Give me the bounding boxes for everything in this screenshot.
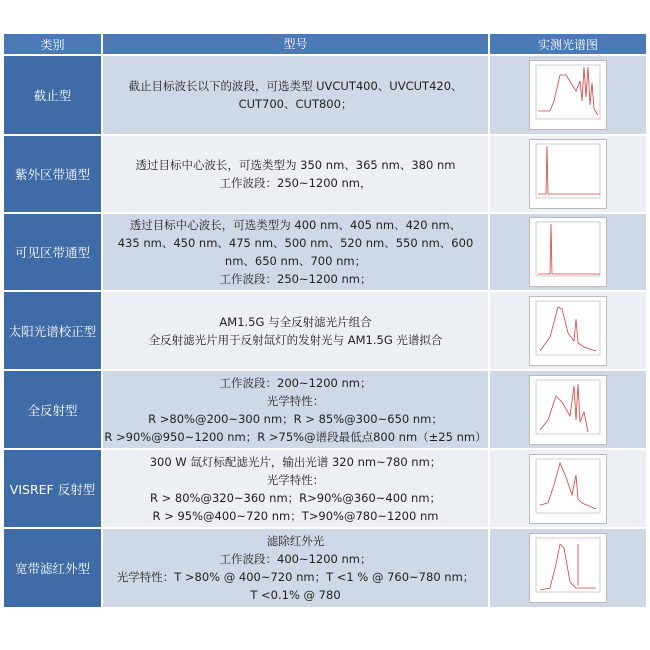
table-row — [4, 371, 646, 448]
spectrum-line — [540, 384, 588, 432]
model-line: R >90%@950~1200 nm；R >75%@谱段最低点800 nm（±25 nm） — [104, 429, 487, 444]
spectrum-line — [538, 146, 600, 194]
model-line: 透过目标中心波长，可选类型为 350 nm、365 nm、380 nm — [135, 158, 456, 172]
category-cell: 宽带滤红外型 — [4, 529, 101, 607]
table-row — [4, 56, 646, 134]
model-line: T <0.1% @ 780 — [250, 588, 341, 602]
model-line: 工作波段：250~1200 nm， — [219, 176, 372, 190]
model-line: 光学特性：T >80% @ 400~720 nm；T <1 % @ 760~780 nm； — [116, 570, 475, 584]
spectrum-chart-uv-bandpass — [529, 139, 607, 209]
model-line: 滤除红外光 — [266, 534, 325, 548]
category-cell: 太阳光谱校正型 — [4, 292, 101, 369]
model-line: 光学特性： — [266, 472, 325, 487]
header-category: 类别 — [4, 34, 101, 54]
spectrum-chart-visref — [529, 454, 607, 524]
spectrum-chart-solar — [529, 296, 607, 366]
plot-frame — [536, 144, 600, 198]
spectrum-chart-visible-bandpass — [529, 217, 607, 287]
model-cell — [103, 136, 488, 212]
table-row — [4, 529, 646, 607]
category-cell: 全反射型 — [4, 371, 101, 448]
table-header — [4, 34, 646, 54]
model-cell — [103, 450, 488, 527]
table-row — [4, 214, 646, 290]
plot-frame — [536, 538, 600, 592]
spectrum-line — [540, 544, 596, 590]
spectrum-cell — [490, 450, 646, 527]
header-spectrum: 实测光谱图 — [490, 34, 646, 54]
table-row — [4, 292, 646, 369]
plot-frame — [536, 459, 600, 513]
model-line: R > 95%@400~720 nm；T>90%@780~1200 nm — [152, 508, 439, 523]
model-line: AM1.5G 与全反射滤光片组合 — [219, 314, 372, 329]
spectrum-cell — [490, 136, 646, 212]
model-cell — [103, 214, 488, 290]
plot-frame — [536, 380, 600, 434]
model-cell — [103, 371, 488, 448]
model-line: 工作波段：200~1200 nm； — [219, 375, 372, 390]
filter-table — [4, 34, 646, 609]
header-model: 型号 — [103, 34, 488, 54]
spectrum-chart-full-reflect — [529, 375, 607, 445]
model-line: R > 80%@320~360 nm；R>90%@360~400 nm； — [149, 490, 442, 505]
spectrum-cell — [490, 371, 646, 448]
spectrum-chart-ir-cut — [529, 533, 607, 603]
model-line: CUT700、CUT800； — [238, 97, 353, 111]
model-line: 300 W 氙灯标配滤光片，输出光谱 320 nm~780 nm； — [149, 454, 442, 469]
model-line: 全反射滤光片用于反射氙灯的发射光与 AM1.5G 光谱拟合 — [148, 332, 443, 347]
plot-frame — [536, 301, 600, 355]
model-line: 截止目标波长以下的波段，可选类型 UVCUT400、UVCUT420、 — [128, 79, 463, 93]
spectrum-chart-cutoff — [529, 60, 607, 130]
table-row — [4, 450, 646, 527]
table-row — [4, 136, 646, 212]
spectrum-line — [538, 224, 600, 274]
model-line: 透过目标中心波长，可选类型为 400 nm、405 nm、420 nm、 — [129, 218, 462, 232]
spectrum-cell — [490, 529, 646, 607]
model-line: nm、650 nm、700 nm； — [224, 254, 367, 268]
spectrum-line — [540, 463, 596, 509]
spectrum-cell — [490, 56, 646, 134]
model-cell — [103, 56, 488, 134]
spectrum-cell — [490, 214, 646, 290]
category-cell: 紫外区带通型 — [4, 136, 101, 212]
model-line: R >80%@200~300 nm；R > 85%@300~650 nm； — [148, 411, 443, 426]
model-cell — [103, 292, 488, 369]
model-line: 光学特性： — [266, 393, 325, 408]
spectrum-line — [538, 67, 598, 115]
category-cell: 截止型 — [4, 56, 101, 134]
spectrum-line — [540, 307, 596, 351]
model-line: 工作波段：400~1200 nm； — [219, 552, 372, 566]
model-line: 435 nm、450 nm、475 nm、500 nm、520 nm、550 nm、600 — [117, 236, 474, 250]
spectrum-cell — [490, 292, 646, 369]
category-cell: VISREF 反射型 — [4, 450, 101, 527]
model-line: 工作波段：250~1200 nm； — [219, 272, 372, 286]
category-cell: 可见区带通型 — [4, 214, 101, 290]
model-cell — [103, 529, 488, 607]
plot-frame — [536, 222, 600, 276]
